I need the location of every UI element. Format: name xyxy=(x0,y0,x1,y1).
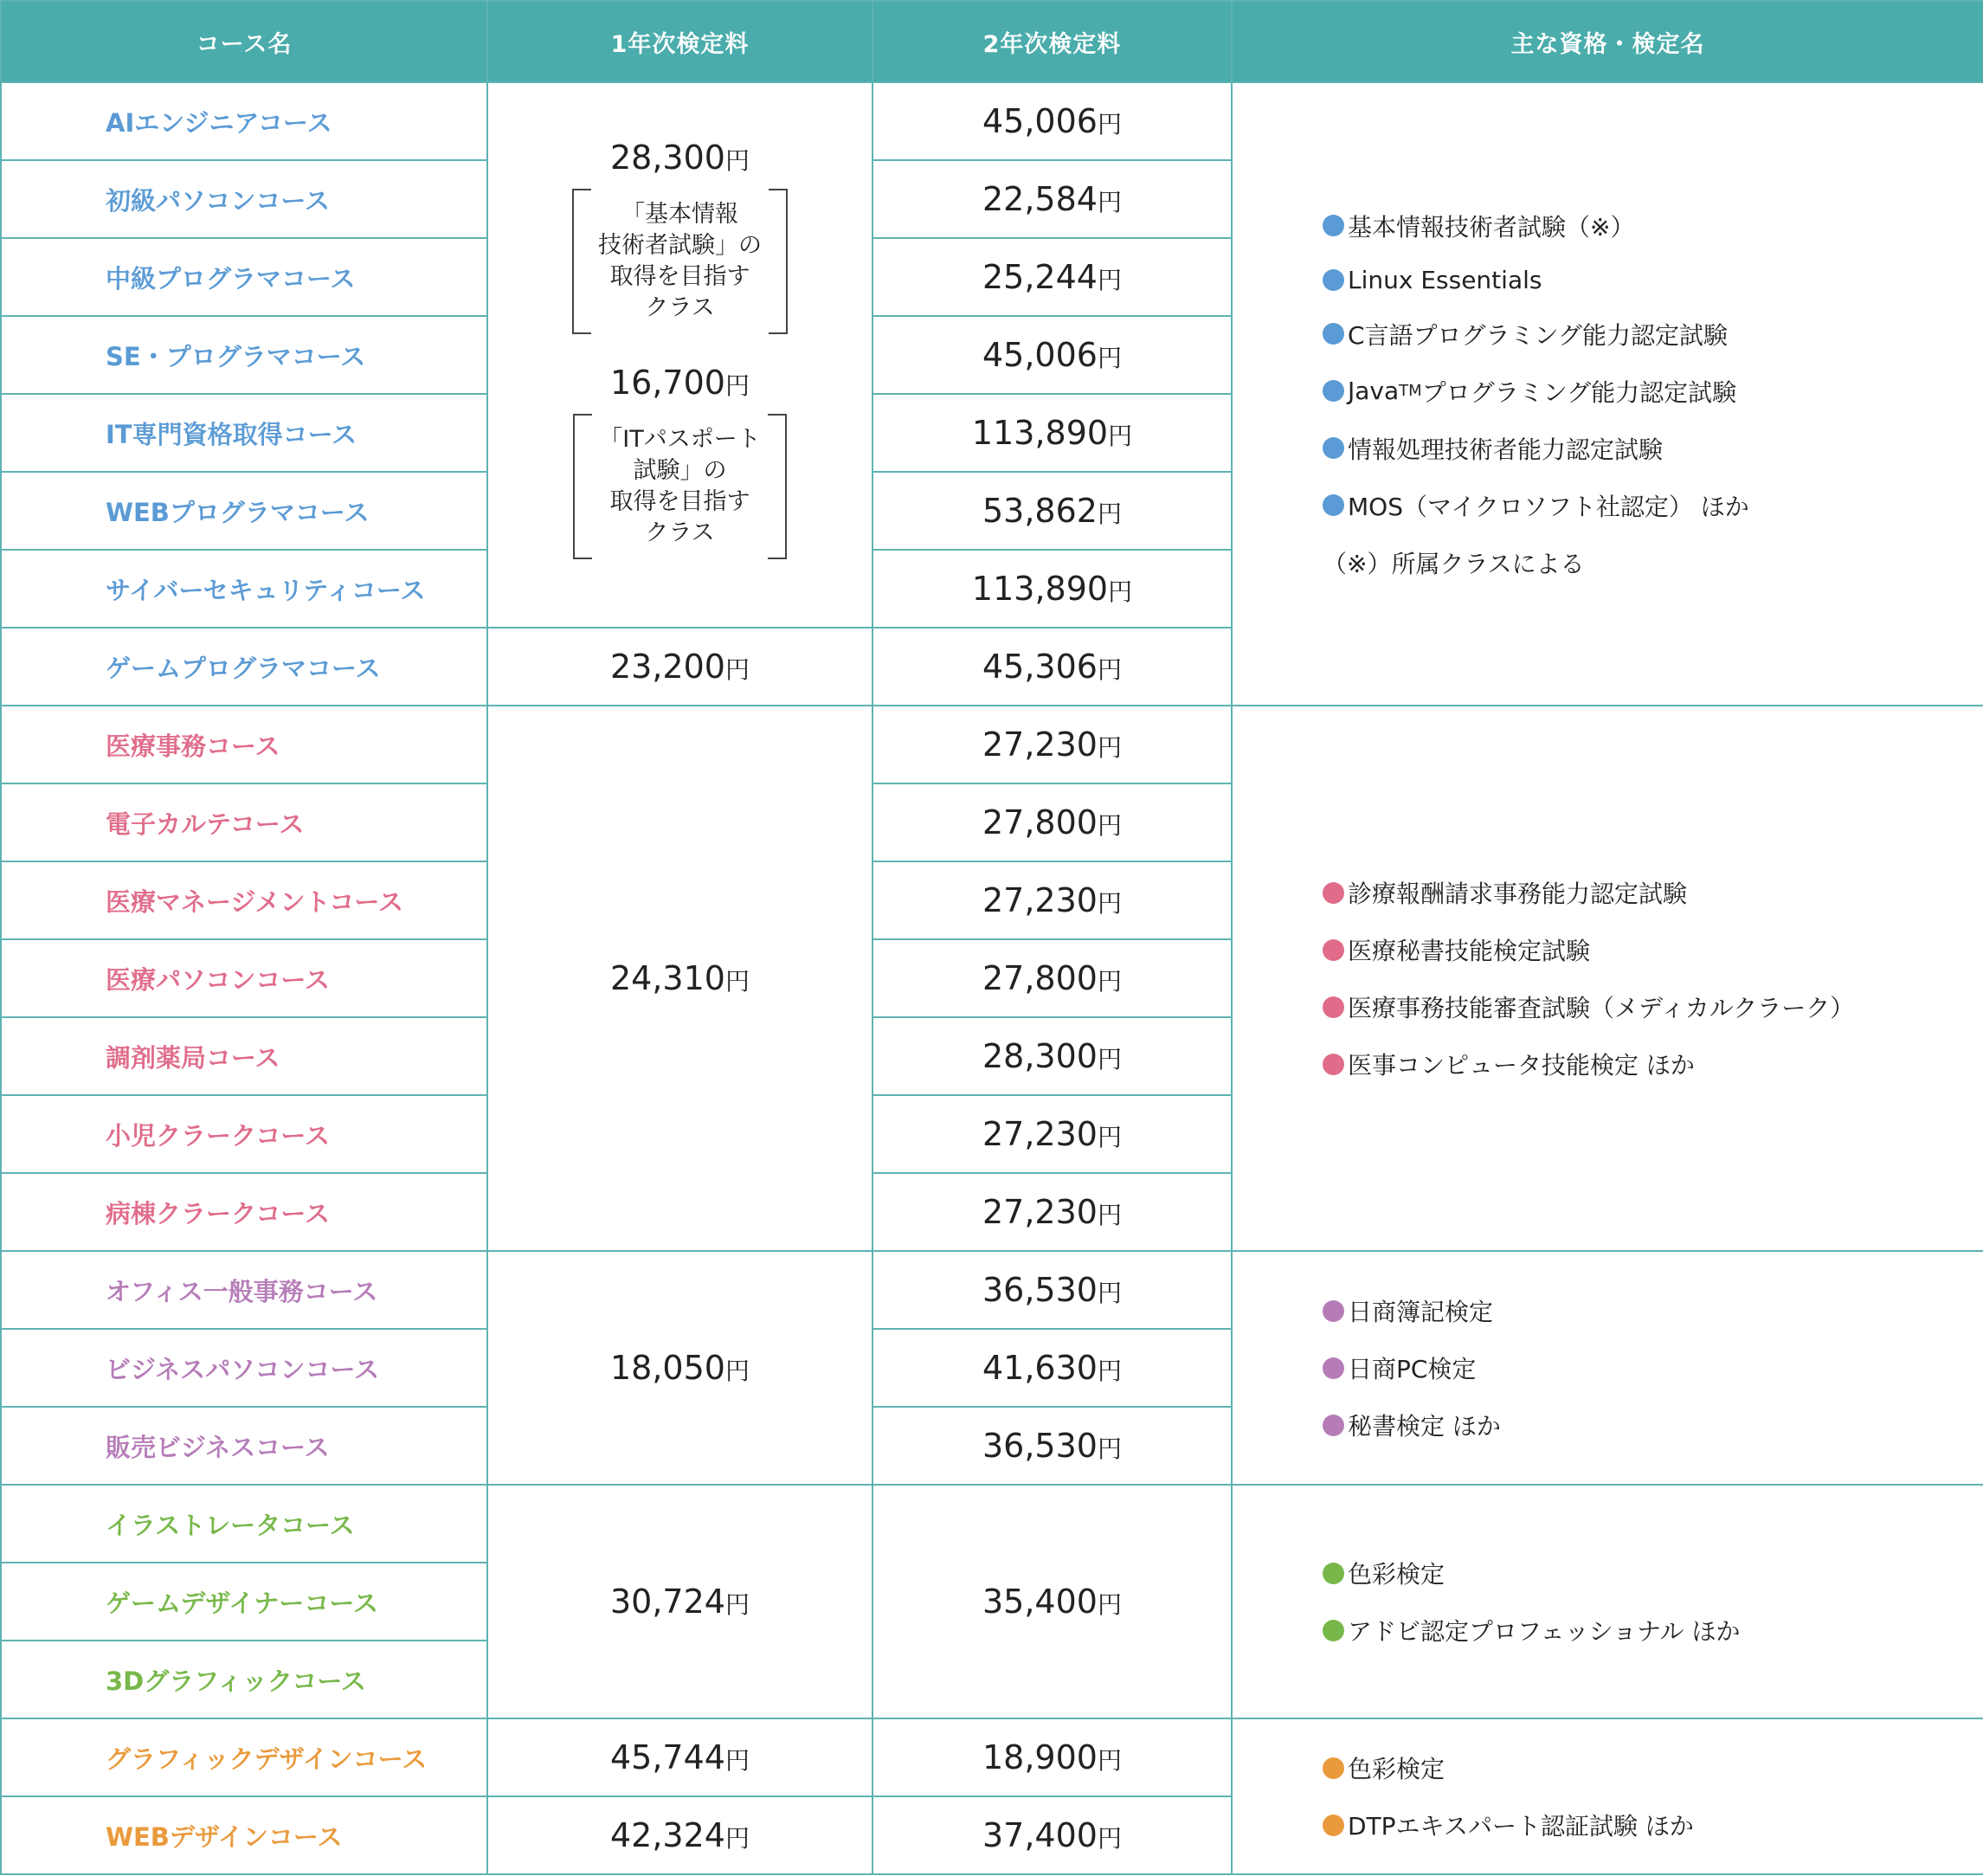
course-name: 中級プログラマコース xyxy=(1,238,487,316)
course-name: 販売ビジネスコース xyxy=(1,1407,487,1485)
cert-list xyxy=(1232,706,1983,1251)
table-row xyxy=(1,82,1983,160)
fee2-cell: 27,230円 xyxy=(872,1173,1232,1251)
list-item: アドビ認定プロフェッショナル ほか xyxy=(1323,1613,1983,1647)
fee2-cell: 36,530円 xyxy=(872,1251,1232,1329)
fee2-cell: 27,800円 xyxy=(872,939,1232,1017)
course-name: WEBデザインコース xyxy=(1,1796,487,1874)
fee2-cell: 37,400円 xyxy=(872,1796,1232,1874)
list-item: 診療報酬請求事務能力認定試験 xyxy=(1323,875,1983,910)
cert-list xyxy=(1232,1251,1983,1485)
fee2-cell: 27,800円 xyxy=(872,783,1232,861)
fee2-cell: 36,530円 xyxy=(872,1407,1232,1485)
fee1-it-cell xyxy=(487,82,872,628)
bullet-icon xyxy=(1323,1563,1344,1584)
table-row xyxy=(1,706,1983,783)
bullet-icon xyxy=(1323,1357,1344,1379)
bullet-icon xyxy=(1323,215,1344,236)
bullet-icon xyxy=(1323,380,1344,402)
fee2-cell: 28,300円 xyxy=(872,1017,1232,1095)
list-item: 基本情報技術者試験（※） xyxy=(1323,209,1983,243)
bullet-icon xyxy=(1323,1757,1344,1779)
course-name: 病棟クラークコース xyxy=(1,1173,487,1251)
course-name: 調剤薬局コース xyxy=(1,1017,487,1095)
fee2-cell: 41,630円 xyxy=(872,1329,1232,1407)
list-item: 日商PC検定 xyxy=(1323,1351,1983,1385)
bullet-icon xyxy=(1323,1815,1344,1836)
course-name: 医療事務コース xyxy=(1,706,487,783)
course-name: 医療マネージメントコース xyxy=(1,861,487,939)
course-name: イラストレータコース xyxy=(1,1485,487,1563)
bullet-icon xyxy=(1323,1054,1344,1075)
fee2-cell: 25,244円 xyxy=(872,238,1232,316)
fee1-cell: 23,200円 xyxy=(487,628,872,706)
bullet-icon xyxy=(1323,494,1344,516)
fee1-cell: 45,744円 xyxy=(487,1718,872,1796)
list-item: C言語プログラミング能力認定試験 xyxy=(1323,317,1983,351)
course-name: AIエンジニアコース xyxy=(1,82,487,160)
bullet-icon xyxy=(1323,323,1344,345)
header-fee1: 1年次検定料 xyxy=(487,1,872,82)
cert-list xyxy=(1232,1485,1983,1718)
course-name: 初級パソコンコース xyxy=(1,160,487,238)
course-name: SE・プログラマコース xyxy=(1,316,487,394)
course-name: 医療パソコンコース xyxy=(1,939,487,1017)
list-item: Linux Essentials xyxy=(1323,266,1983,294)
course-name: 3Dグラフィックコース xyxy=(1,1641,487,1718)
course-name: ゲームデザイナーコース xyxy=(1,1563,487,1641)
fee2-cell: 45,006円 xyxy=(872,316,1232,394)
course-name: サイバーセキュリティコース xyxy=(1,550,487,628)
course-name: グラフィックデザインコース xyxy=(1,1718,487,1796)
fee1-cell: 30,724円 xyxy=(487,1485,872,1718)
bullet-icon xyxy=(1323,1415,1344,1436)
list-item: Java TM プログラミング能力認定試験 xyxy=(1323,374,1983,409)
table-row xyxy=(1,1485,1983,1563)
course-name: WEBプログラマコース xyxy=(1,472,487,550)
course-name: ビジネスパソコンコース xyxy=(1,1329,487,1407)
list-item: 医療事務技能審査試験（メディカルクラーク） xyxy=(1323,990,1983,1024)
fee1-value: 28,300円 xyxy=(610,139,750,177)
fee2-cell: 27,230円 xyxy=(872,861,1232,939)
fee2-cell: 22,584円 xyxy=(872,160,1232,238)
fee2-cell: 35,400円 xyxy=(872,1485,1232,1718)
fee1-value: 16,700円 xyxy=(610,364,750,402)
header-row xyxy=(1,1,1983,82)
cert-list xyxy=(1232,1718,1983,1874)
fee2-cell: 27,230円 xyxy=(872,706,1232,783)
bullet-icon xyxy=(1323,939,1344,961)
fee1-cell: 42,324円 xyxy=(487,1796,872,1874)
header-fee2: 2年次検定料 xyxy=(872,1,1232,82)
fee1-cell: 18,050円 xyxy=(487,1251,872,1485)
bullet-icon xyxy=(1323,996,1344,1018)
list-item: 色彩検定 xyxy=(1323,1750,1983,1785)
bullet-icon xyxy=(1323,882,1344,904)
cert-note: （※）所属クラスによる xyxy=(1323,549,1585,578)
class-note: 「基本情報 技術者試験」の 取得を目指す クラス xyxy=(572,189,788,334)
bullet-icon xyxy=(1323,269,1344,291)
course-name: 電子カルテコース xyxy=(1,783,487,861)
fee1-cell: 24,310円 xyxy=(487,706,872,1251)
fee2-cell: 45,306円 xyxy=(872,628,1232,706)
fee2-cell: 113,890円 xyxy=(872,394,1232,472)
fee2-cell: 113,890円 xyxy=(872,550,1232,628)
header-certs: 主な資格・検定名 xyxy=(1232,1,1983,82)
bullet-icon xyxy=(1323,437,1344,459)
table-row xyxy=(1,1718,1983,1796)
course-name: 小児クラークコース xyxy=(1,1095,487,1173)
cert-list xyxy=(1232,82,1983,706)
list-item: 医事コンピュータ技能検定 ほか xyxy=(1323,1047,1983,1081)
bullet-icon xyxy=(1323,1620,1344,1641)
header-course: コース名 xyxy=(1,1,487,82)
class-note: 「ITパスポート 試験」の 取得を目指す クラス xyxy=(573,414,786,559)
list-item: 色彩検定 xyxy=(1323,1556,1983,1590)
table-row xyxy=(1,1251,1983,1329)
list-item: 日商簿記検定 xyxy=(1323,1293,1983,1328)
list-item: 情報処理技術者能力認定試験 xyxy=(1323,431,1983,466)
list-item: DTPエキスパート認証試験 ほか xyxy=(1323,1808,1983,1842)
list-item: 秘書検定 ほか xyxy=(1323,1408,1983,1442)
list-item: MOS（マイクロソフト社認定） ほか xyxy=(1323,488,1983,523)
fee2-cell: 27,230円 xyxy=(872,1095,1232,1173)
list-item: 医療秘書技能検定試験 xyxy=(1323,932,1983,967)
fee2-cell: 45,006円 xyxy=(872,82,1232,160)
bullet-icon xyxy=(1323,1300,1344,1322)
fee2-cell: 53,862円 xyxy=(872,472,1232,550)
course-name: IT専門資格取得コース xyxy=(1,394,487,472)
course-name: ゲームプログラマコース xyxy=(1,628,487,706)
fee2-cell: 18,900円 xyxy=(872,1718,1232,1796)
course-name: オフィス一般事務コース xyxy=(1,1251,487,1329)
